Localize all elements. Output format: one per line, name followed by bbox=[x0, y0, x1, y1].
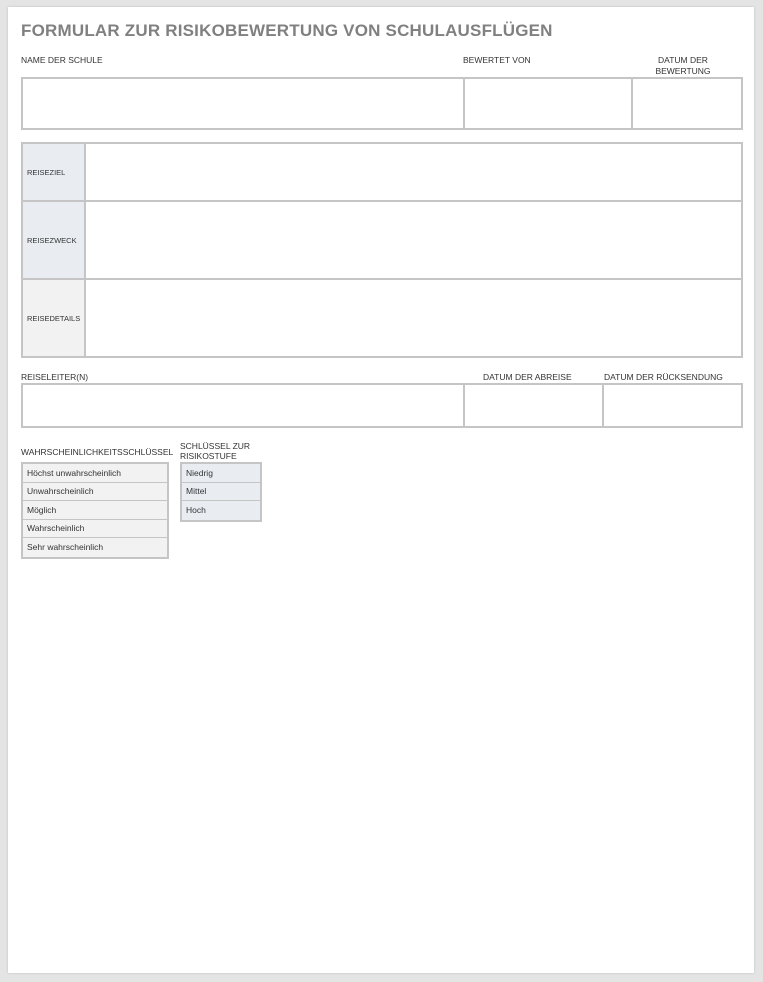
header-fields-row bbox=[21, 77, 743, 130]
assessment-date-label-line2: BEWERTUNG bbox=[655, 66, 711, 76]
trip-info-table bbox=[21, 142, 743, 358]
form-title: FORMULAR ZUR RISIKOBEWERTUNG VON SCHULAUSFLÜGEN bbox=[21, 21, 553, 40]
assessed-by-label: BEWERTET VON bbox=[463, 55, 531, 65]
departure-date-field[interactable] bbox=[465, 385, 602, 426]
assessment-date-field[interactable] bbox=[633, 79, 741, 128]
purpose-row bbox=[23, 202, 741, 280]
risk-key-label-line1: SCHLÜSSEL ZUR bbox=[180, 441, 251, 451]
leader-field[interactable] bbox=[23, 385, 463, 426]
leader-label: REISELEITER(N) bbox=[21, 372, 89, 382]
likelihood-item: Höchst unwahrscheinlich bbox=[23, 464, 167, 483]
risk-item: Niedrig bbox=[182, 464, 260, 483]
details-label: REISEDETAILS bbox=[23, 280, 86, 356]
purpose-label: REISEZWECK bbox=[23, 202, 86, 278]
risk-key-label bbox=[180, 441, 250, 461]
likelihood-item: Unwahrscheinlich bbox=[23, 483, 167, 502]
details-row bbox=[23, 280, 741, 356]
risk-key-label-line2: RISIKOSTUFE bbox=[180, 451, 237, 461]
destination-label: REISEZIEL bbox=[23, 144, 86, 200]
return-label: DATUM DER RÜCKSENDUNG bbox=[604, 372, 723, 382]
assessed-by-field[interactable] bbox=[465, 79, 631, 128]
likelihood-key-list bbox=[21, 462, 169, 559]
leader-fields-row bbox=[21, 383, 743, 428]
details-field[interactable] bbox=[86, 280, 741, 356]
school-name-label: NAME DER SCHULE bbox=[21, 55, 103, 65]
destination-field[interactable] bbox=[86, 144, 741, 200]
likelihood-item: Möglich bbox=[23, 501, 167, 520]
likelihood-key-label: WAHRSCHEINLICHKEITSSCHLÜSSEL bbox=[21, 447, 174, 457]
assessment-date-label-line1: DATUM DER bbox=[658, 55, 708, 65]
destination-row bbox=[23, 144, 741, 202]
purpose-field[interactable] bbox=[86, 202, 741, 278]
assessment-date-label bbox=[648, 55, 718, 77]
likelihood-item: Wahrscheinlich bbox=[23, 520, 167, 539]
departure-label: DATUM DER ABREISE bbox=[483, 372, 572, 382]
likelihood-item: Sehr wahrscheinlich bbox=[23, 538, 167, 557]
risk-item: Hoch bbox=[182, 501, 260, 520]
risk-key-list bbox=[180, 462, 262, 522]
return-date-field[interactable] bbox=[604, 385, 741, 426]
school-name-field[interactable] bbox=[23, 79, 463, 128]
form-page bbox=[8, 7, 754, 973]
risk-item: Mittel bbox=[182, 483, 260, 502]
